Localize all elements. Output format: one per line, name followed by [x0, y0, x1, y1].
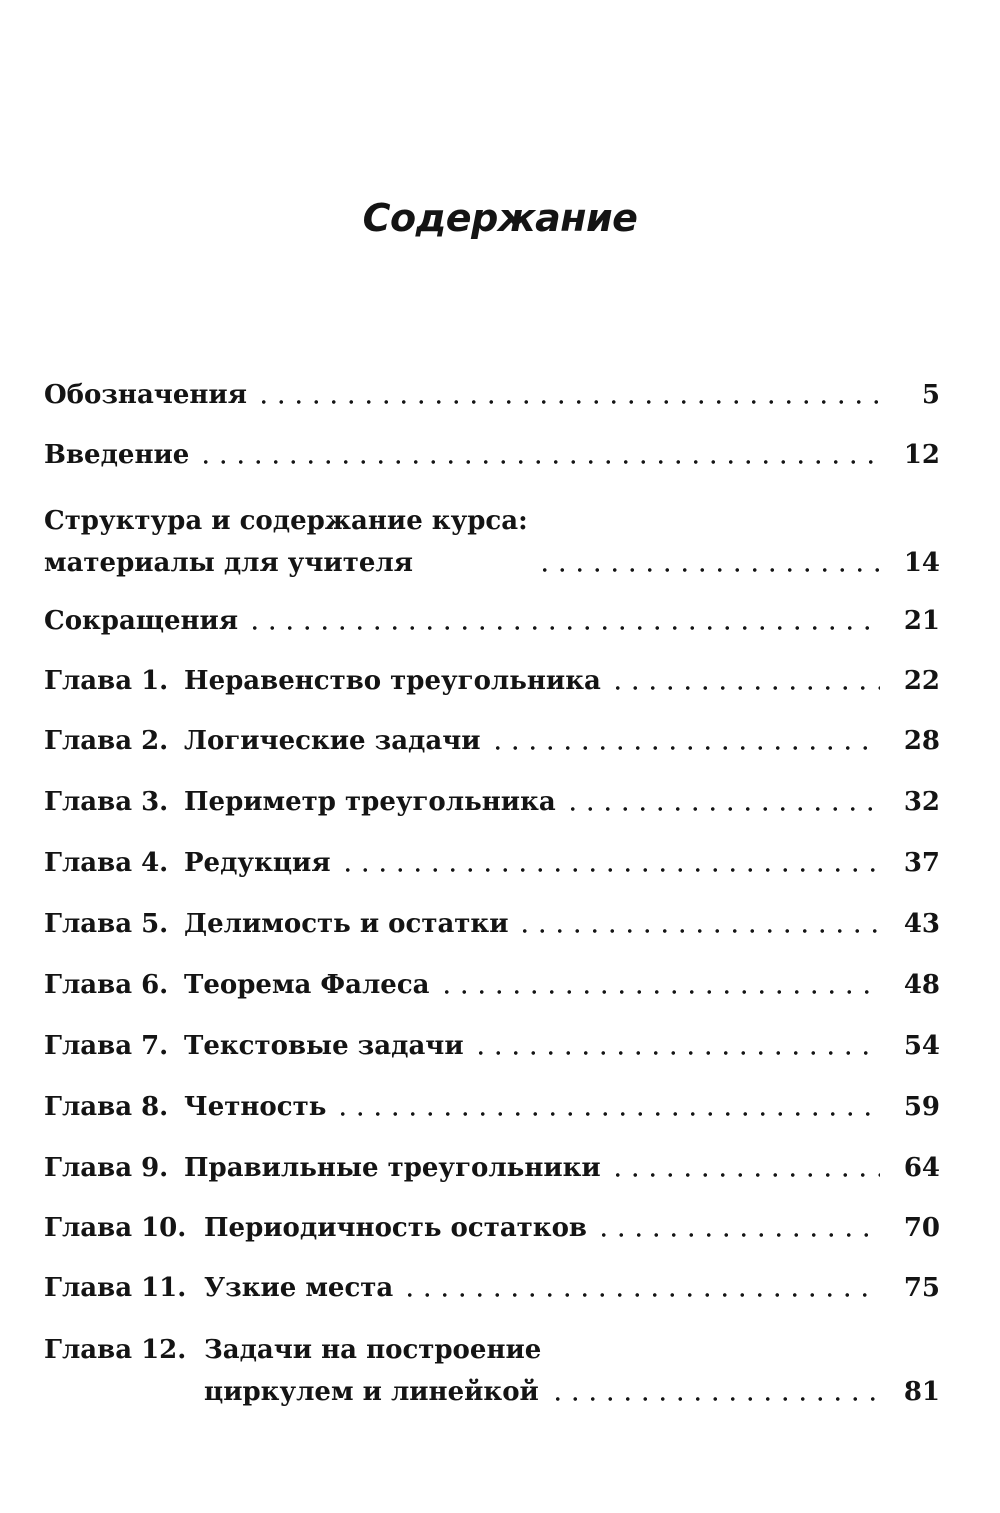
toc-page-number: 5 [921, 380, 940, 410]
toc-chapter-1[interactable] [44, 666, 940, 696]
chapter-title: Текстовые задачи [184, 1031, 464, 1061]
dot-leader [609, 686, 880, 690]
chapter-title: Теорема Фалеса [184, 970, 430, 1000]
chapter-number: Глава 9. [44, 1153, 169, 1183]
chapter-title: Редукция [184, 848, 331, 878]
chapter-number: Глава 10. [44, 1213, 187, 1243]
chapter-title: Периметр треугольника [184, 787, 556, 817]
dot-leader [401, 1293, 880, 1297]
toc-page-number: 22 [903, 666, 940, 696]
dot-leader [197, 460, 880, 464]
toc-chapter-7[interactable] [44, 1031, 940, 1061]
toc-page-number: 54 [903, 1031, 940, 1061]
chapter-number: Глава 7. [44, 1031, 169, 1061]
toc-page-number: 14 [903, 548, 940, 578]
toc-chapter-9[interactable] [44, 1153, 940, 1183]
dot-leader [549, 1397, 880, 1401]
toc-chapter-10[interactable] [44, 1213, 940, 1243]
dot-leader [564, 807, 880, 811]
toc-entry-label-line-2: материалы для учителя [44, 548, 413, 578]
dot-leader [595, 1233, 880, 1237]
toc-entry-label: Обозначения [44, 380, 247, 410]
toc-page-number: 48 [903, 970, 940, 1000]
toc-chapter-2[interactable] [44, 726, 940, 756]
chapter-title [204, 1335, 541, 1407]
chapter-title: Логические задачи [184, 726, 481, 756]
toc-entry-label: Сокращения [44, 606, 239, 636]
chapter-title: Периодичность остатков [204, 1213, 587, 1243]
chapter-title-line-1: Задачи на построение [204, 1335, 542, 1365]
dot-leader [536, 568, 880, 572]
dot-leader [609, 1173, 880, 1177]
dot-leader [489, 746, 880, 750]
toc-page-number: 43 [903, 909, 940, 939]
dot-leader [246, 626, 880, 630]
chapter-title: Четность [184, 1092, 327, 1122]
toc-page-number: 75 [903, 1273, 940, 1303]
toc-page-number: 12 [903, 440, 940, 470]
chapter-number: Глава 8. [44, 1092, 169, 1122]
chapter-number: Глава 4. [44, 848, 169, 878]
dot-leader [438, 990, 880, 994]
dot-leader [255, 400, 880, 404]
toc-entry-abbreviations[interactable] [44, 606, 940, 636]
toc-chapter-12[interactable] [44, 1335, 940, 1407]
toc-chapter-8[interactable] [44, 1092, 940, 1122]
page-title: Содержание [362, 196, 638, 240]
toc-entry-label: Введение [44, 440, 190, 470]
toc-page-number: 59 [903, 1092, 940, 1122]
dot-leader [339, 868, 880, 872]
toc-page-number: 70 [903, 1213, 940, 1243]
chapter-title: Делимость и остатки [184, 909, 509, 939]
chapter-number: Глава 3. [44, 787, 169, 817]
toc-page-number: 64 [903, 1153, 940, 1183]
toc-chapter-6[interactable] [44, 970, 940, 1000]
dot-leader [516, 929, 880, 933]
chapter-title-line-2: циркулем и линейкой [204, 1377, 539, 1407]
chapter-number: Глава 5. [44, 909, 169, 939]
chapter-number: Глава 1. [44, 666, 169, 696]
dot-leader [472, 1051, 880, 1055]
toc-entry-label [44, 506, 528, 578]
toc-page-number: 21 [903, 606, 940, 636]
dot-leader [334, 1112, 880, 1116]
toc-page-number: 37 [903, 848, 940, 878]
toc-entry-introduction[interactable] [44, 440, 940, 470]
toc-chapter-5[interactable] [44, 909, 940, 939]
toc-chapter-11[interactable] [44, 1273, 940, 1303]
chapter-title: Неравенство треугольника [184, 666, 601, 696]
toc-page-number: 81 [903, 1377, 940, 1407]
toc-chapter-4[interactable] [44, 848, 940, 878]
toc-entry-label-line-1: Структура и содержание курса: [44, 506, 528, 536]
chapter-number: Глава 6. [44, 970, 169, 1000]
chapter-number: Глава 12. [44, 1335, 187, 1365]
chapter-title: Правильные треугольники [184, 1153, 601, 1183]
toc-entry-course-structure[interactable] [44, 506, 940, 578]
toc-page-number: 28 [903, 726, 940, 756]
chapter-number: Глава 2. [44, 726, 169, 756]
toc-entry-notation[interactable] [44, 380, 940, 410]
chapter-number: Глава 11. [44, 1273, 187, 1303]
toc-chapter-3[interactable] [44, 787, 940, 817]
chapter-title: Узкие места [204, 1273, 394, 1303]
toc-page-number: 32 [903, 787, 940, 817]
